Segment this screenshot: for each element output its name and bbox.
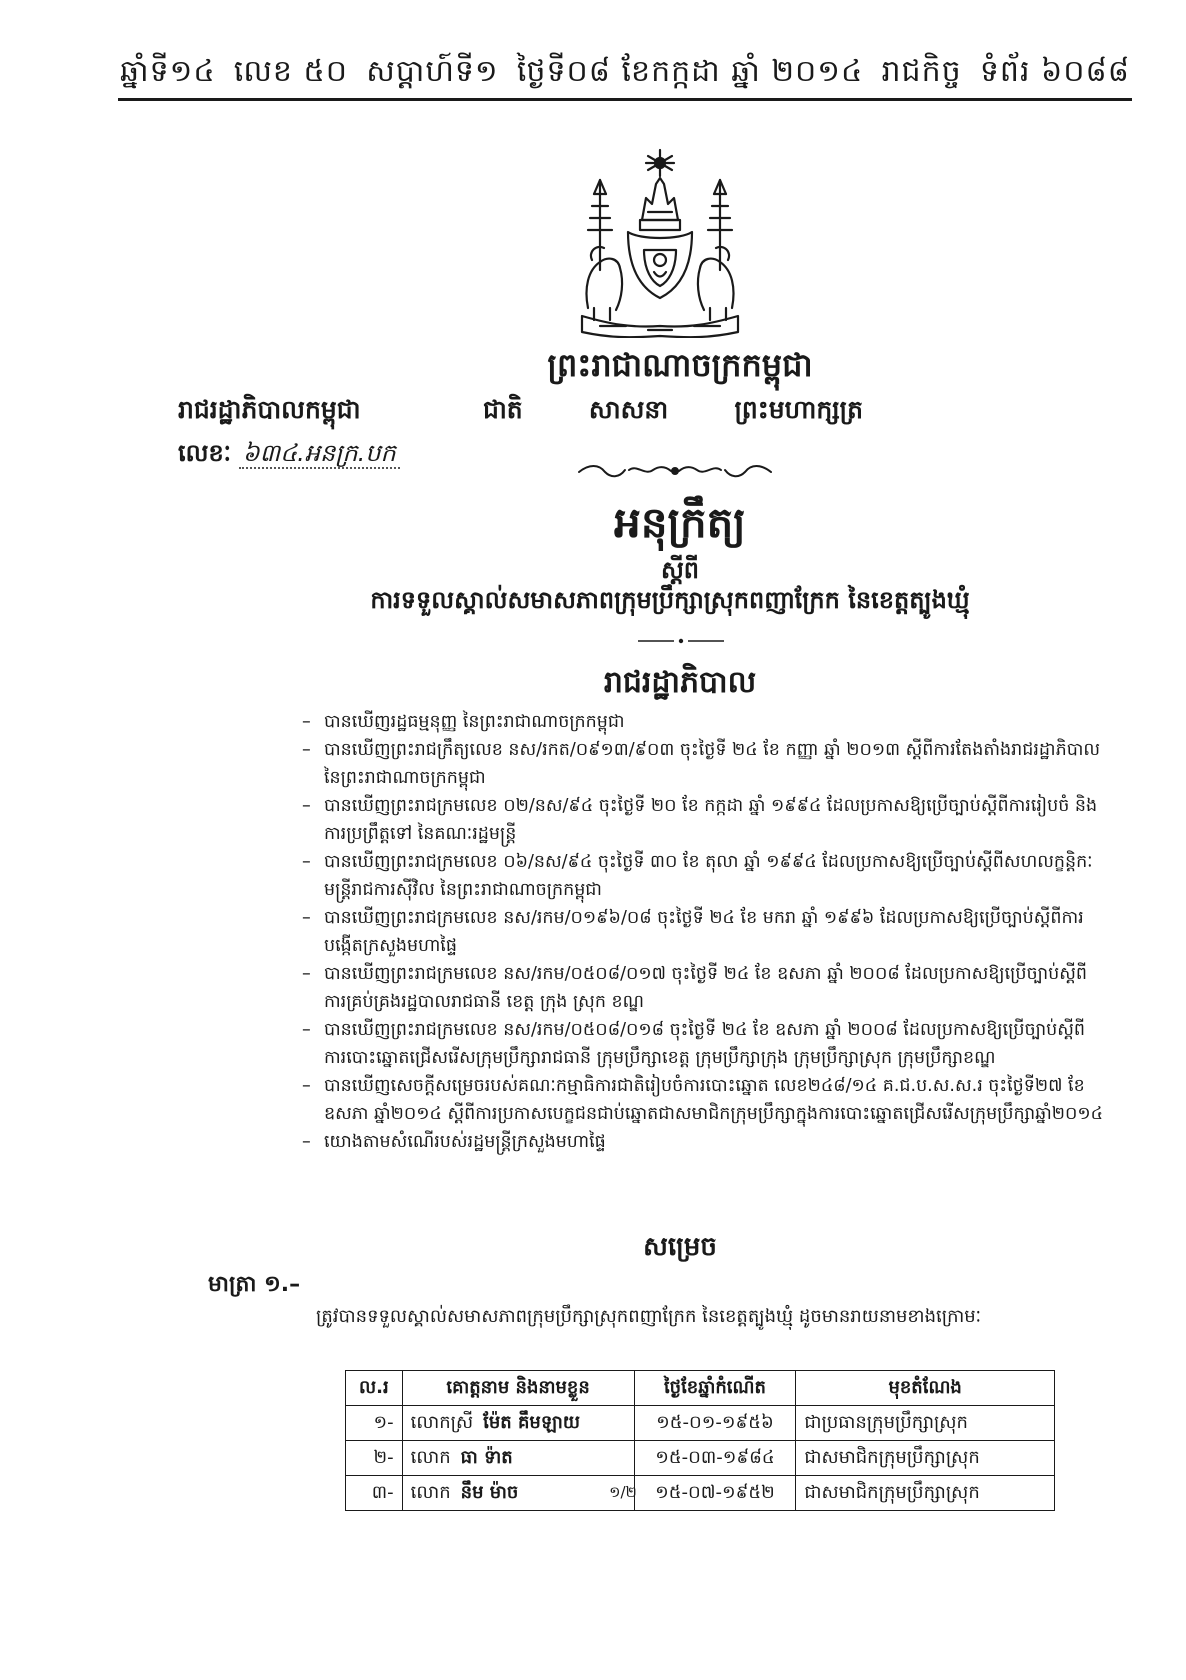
gazette-header (120, 52, 1130, 96)
header-week: សប្តាហ៍ទី១ (366, 54, 499, 89)
reference-number: ៦៣៤.អនក្រ.បក (239, 439, 400, 469)
member-role: ជាប្រធានក្រុមប្រឹក្សាស្រុក (796, 1406, 1055, 1441)
document-type: អនុក្រឹត្យ (614, 498, 746, 547)
member-role: ជាសមាជិកក្រុមប្រឹក្សាស្រុក (796, 1476, 1055, 1511)
member-no: ១- (346, 1406, 403, 1441)
motto-religion: សាសនា (588, 395, 669, 424)
header-no: ល.រ (346, 1371, 403, 1406)
motto-nation: ជាតិ (483, 395, 523, 424)
members-table (345, 1370, 1055, 1511)
member-no: ២- (346, 1441, 403, 1476)
header-date: ថ្ងៃទី០៨ ខែកក្កដា ឆ្នាំ ២០១៤ (516, 54, 864, 89)
header-name: គោត្តនាម និងនាមខ្លួន (402, 1371, 634, 1406)
member-dob: ១៥-០៣-១៩៨៤ (634, 1441, 796, 1476)
government-name: រាជរដ្ឋាភិបាលកម្ពុជា (178, 395, 361, 424)
member-dob: ១៥-០១-១៩៥៦ (634, 1406, 796, 1441)
recital-item: – បានឃើញសេចក្តីសម្រេចរបស់គណៈកម្មាធិការជាតិរៀបចំការបោះឆ្នោត លេខ២៤៨/១៤ គ.ជ.ប.ស.ស.រ ចុះថ្ងៃទី២៧ ខែឧសភា ឆ្នាំ២០១៤ ស្តីពីការប្រកាសបេក្ខជនជាប់ឆ្នោតជាសមាជិកក្រុមប្រឹក្សាក្នុងការបោះឆ្នោតជ្រើសរើសក្រុមប្រឹក្សាឆ្នាំ២០១៤ (302, 1072, 1107, 1128)
member-honorific: លោកស្រី (410, 1411, 474, 1433)
article-1-text: ត្រូវបានទទួលស្គាល់សមាសភាពក្រុមប្រឹក្សាស្រុកពញាក្រែក នៃខេត្តត្បូងឃ្មុំ ដូចមានរាយនាមខាងក្រោមៈ (316, 1306, 982, 1327)
national-motto (483, 395, 863, 431)
recital-item: – បានឃើញព្រះរាជក្រមលេខ នស/រកម/០៥០៨/០១៨ ចុះថ្ងៃទី ២៤ ខែ ឧសភា ឆ្នាំ ២០០៨ ដែលប្រកាសឱ្យប្រើច្បាប់ស្តីពីការបោះឆ្នោតជ្រើសរើសក្រុមប្រឹក្សារាជធានី ក្រុមប្រឹក្សាខេត្ត ក្រុមប្រឹក្សាក្រុង ក្រុមប្រឹក្សាស្រុក ក្រុមប្រឹក្សាខណ្ឌ (302, 1016, 1107, 1072)
member-role: ជាសមាជិកក្រុមប្រឹក្សាស្រុក (796, 1441, 1055, 1476)
header-role: មុខតំណែង (796, 1371, 1055, 1406)
member-name: ធា ទ៉ាត (460, 1446, 513, 1468)
decorative-divider-icon (575, 460, 775, 482)
about-label: ស្តីពី (660, 556, 700, 584)
header-page: ទំព័រ ៦០៨៨ (979, 54, 1130, 89)
member-dob: ១៥-០៧-១៩៥២ (634, 1476, 796, 1511)
recital-item: – បានឃើញព្រះរាជក្រមលេខ នស/រកម/០៥០៨/០១៧ ចុះថ្ងៃទី ២៤ ខែ ឧសភា ឆ្នាំ ២០០៨ ដែលប្រកាសឱ្យប្រើច្បាប់ស្តីពីការគ្រប់គ្រងរដ្ឋបាលរាជធានី ខេត្ត ក្រុង ស្រុក ខណ្ឌ (302, 960, 1107, 1016)
member-name: ម៉ែត គឹមឡាយ (483, 1411, 580, 1433)
header-issue: លេខ ៥០ (233, 54, 348, 89)
member-no: ៣- (346, 1476, 403, 1511)
recital-item: – បានឃើញរដ្ឋធម្មនុញ្ញ នៃព្រះរាជាណាចក្រកម្ពុជា (302, 708, 1107, 736)
header-publication: រាជកិច្ច (881, 54, 962, 89)
reference-label: លេខៈ (178, 439, 232, 467)
article-1-heading: មាត្រា ១.– (208, 1272, 301, 1297)
recital-item: – យោងតាមសំណើរបស់រដ្ឋមន្ត្រីក្រសួងមហាផ្ទៃ (302, 1128, 1107, 1156)
issuer-heading: រាជរដ្ឋាភិបាល (603, 665, 757, 700)
member-honorific: លោក (410, 1481, 451, 1503)
recital-item: – បានឃើញព្រះរាជក្រមលេខ ០៦/នស/៩៤ ចុះថ្ងៃទី ៣០ ខែ តុលា ឆ្នាំ ១៩៩៤ ដែលប្រកាសឱ្យប្រើច្បាប់ស្តីពីសហលក្ខន្តិកៈមន្ត្រីរាជការស៊ីវិល នៃព្រះរាជាណាចក្រកម្ពុជា (302, 848, 1107, 904)
recital-item: – បានឃើញព្រះរាជក្រមលេខ នស/រកម/០១៩៦/០៨ ចុះថ្ងៃទី ២៤ ខែ មករា ឆ្នាំ ១៩៩៦ ដែលប្រកាសឱ្យប្រើច្បាប់ស្តីពីការបង្កើតក្រសួងមហាផ្ទៃ (302, 904, 1107, 960)
member-name: នឹម ម៉ាច (460, 1481, 519, 1503)
table-header-row (346, 1371, 1055, 1406)
header-dob: ថ្ងៃខែឆ្នាំកំណើត (634, 1371, 796, 1406)
table-row (346, 1476, 1055, 1511)
reference-line (178, 438, 400, 473)
royal-coat-of-arms-icon (570, 148, 750, 338)
member-name-cell (402, 1441, 634, 1476)
header-rule (118, 98, 1132, 101)
document-subject: ការទទួលស្គាល់សមាសភាពក្រុមប្រឹក្សាស្រុកពញាក្រែក នៃខេត្តត្បូងឃ្មុំ (370, 586, 970, 614)
motto-king: ព្រះមហាក្សត្រ (734, 395, 863, 424)
table-row (346, 1406, 1055, 1441)
short-divider-icon (636, 637, 726, 645)
page-number: ១/២ (609, 1483, 637, 1501)
recital-item: – បានឃើញព្រះរាជក្រមលេខ ០២/នស/៩៤ ចុះថ្ងៃទី ២០ ខែ កក្កដា ឆ្នាំ ១៩៩៤ ដែលប្រកាសឱ្យប្រើច្បាប់ស្តីពីការរៀបចំ និងការប្រព្រឹត្តទៅ នៃគណៈរដ្ឋមន្ត្រី (302, 792, 1107, 848)
recitals-list (302, 708, 1107, 1156)
kingdom-title: ព្រះរាជាណាចក្រកម្ពុជា (547, 346, 813, 384)
header-year: ឆ្នាំទី១៤ (120, 54, 216, 89)
member-name-cell (402, 1406, 634, 1441)
table-row (346, 1441, 1055, 1476)
member-honorific: លោក (410, 1446, 451, 1468)
decision-heading: សម្រេច (643, 1232, 717, 1262)
recital-item: – បានឃើញព្រះរាជក្រឹត្យលេខ នស/រកត/០៩១៣/៩០៣ ចុះថ្ងៃទី ២៤ ខែ កញ្ញា ឆ្នាំ ២០១៣ ស្តីពីការតែងតាំងរាជរដ្ឋាភិបាល នៃព្រះរាជាណាចក្រកម្ពុជា (302, 736, 1107, 792)
